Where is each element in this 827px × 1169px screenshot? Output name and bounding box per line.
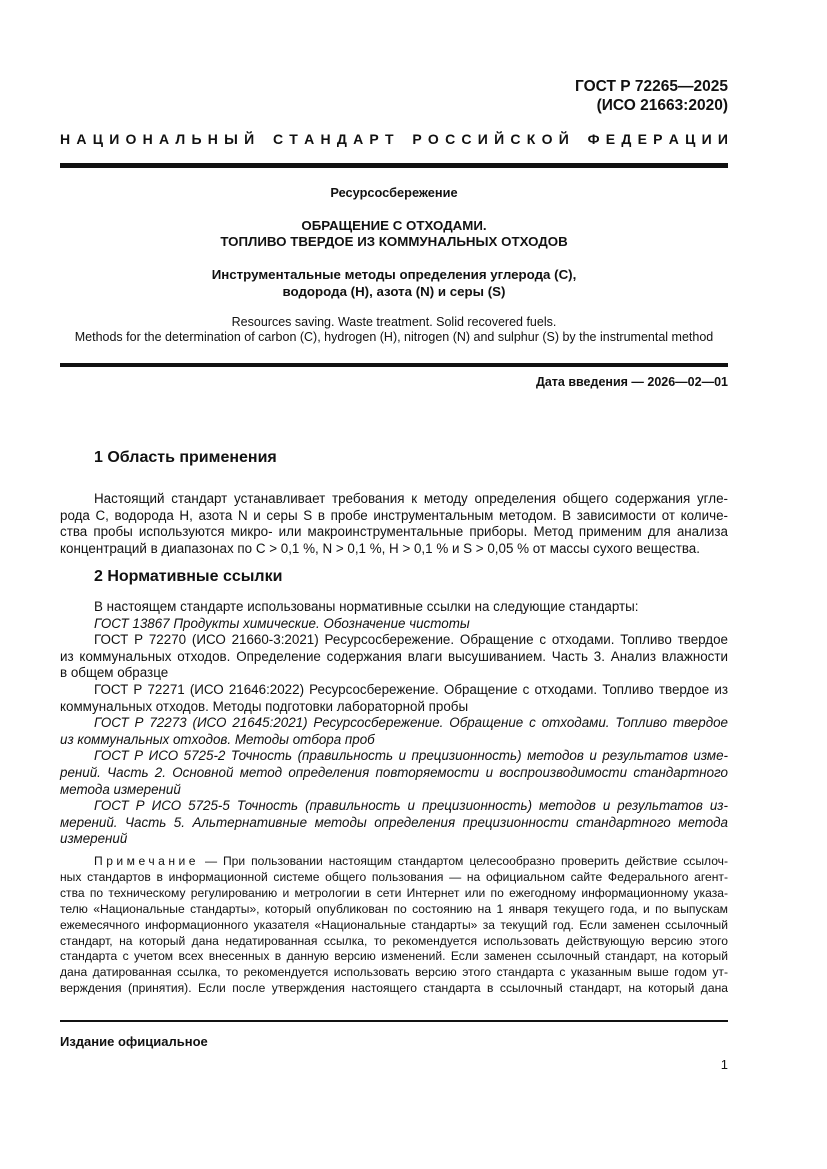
reference-item: ГОСТ Р ИСО 5725-5 Точность (правильность и прецизионность) методов и результатов из- bbox=[94, 798, 728, 814]
english-title-line-1: Resources saving. Waste treatment. Solid recovered fuels. bbox=[231, 315, 557, 329]
reference-item-cont: измерений bbox=[60, 831, 128, 847]
note-label: Примечание bbox=[94, 854, 199, 868]
note-line: ства по техническому регулированию и метрологии в сети Интернет или по ежегодному информационному указа- bbox=[60, 885, 728, 900]
references-intro: В настоящем стандарте использованы нормативные ссылки на следующие стандарты: bbox=[94, 599, 639, 614]
title-line-1: ОБРАЩЕНИЕ С ОТХОДАМИ. bbox=[301, 218, 487, 233]
reference-item-cont: мерений. Часть 5. Альтернативные методы определения прецизионности стандартного метода bbox=[60, 814, 728, 830]
note-line: ежемесячного информационного указателя «Национальные стандарты» за текущий год. Если заменен ссылочный bbox=[60, 917, 728, 932]
reference-item-cont: из коммунальных отходов. Методы отбора проб bbox=[60, 731, 375, 747]
reference-item-cont: рений. Часть 2. Основной метод определения повторяемости и воспроизводимости стандартного bbox=[60, 764, 728, 780]
reference-item-cont: в общем образце bbox=[60, 665, 169, 681]
iso-code: (ИСО 21663:2020) bbox=[596, 97, 728, 114]
note-line: стандарт, на который дана недатированная ссылка, то рекомендуется использовать действующую версию этого bbox=[60, 933, 728, 948]
reference-item-cont: метода измерений bbox=[60, 781, 181, 797]
reference-item: ГОСТ Р ИСО 5725-2 Точность (правильность и прецизионность) методов и результатов изме- bbox=[94, 748, 728, 764]
note-line: верждения (принятия). Если после утверждения настоящего стандарта в ссылочный стандарт, на который дана bbox=[60, 981, 728, 996]
section-1-body bbox=[60, 491, 728, 557]
middle-divider bbox=[60, 363, 728, 367]
section-1-heading: 1 Область применения bbox=[94, 449, 277, 466]
national-standard-banner: Н А Ц И О Н А Л Ь Н Ы Й С Т А Н Д А Р Т Р О С С И Й С К О Й Ф Е Д Е Р А Ц И И bbox=[60, 131, 728, 147]
intro-date: Дата введения — 2026—02—01 bbox=[535, 375, 728, 389]
reference-item: ГОСТ 13867 Продукты химические. Обозначение чистоты bbox=[94, 615, 470, 631]
english-title-line-2: Methods for the determination of carbon (C), hydrogen (H), nitrogen (N) and sulphur (S) by the instrumental method bbox=[74, 330, 714, 344]
footer-divider bbox=[60, 1020, 728, 1022]
title-line-2: ТОПЛИВО ТВЕРДОЕ ИЗ КОММУНАЛЬНЫХ ОТХОДОВ bbox=[220, 234, 568, 249]
note-line: стандарта с учетом всех внесенных в данную версию изменений. Если заменен ссылочный стандарт, на который bbox=[60, 949, 728, 964]
section-1-line: концентраций в диапазонах по С > 0,1 %, N > 0,1 %, Н > 0,1 % и S > 0,05 % от массы сухого вещества. bbox=[60, 540, 700, 556]
note-line: дана датированная ссылка, то рекомендуется использовать версию этого стандарта с указанным выше годом ут- bbox=[60, 965, 728, 980]
section-1-line: ства пробы используются микро- или макроинструментальные приборы. Метод применим для анализа bbox=[60, 524, 728, 540]
note-line: ных стандартов в информационной системе общего пользования — на официальном сайте Федерального агент- bbox=[60, 869, 728, 884]
section-1-line: Настоящий стандарт устанавливает требования к методу определения общего содержания угле- bbox=[94, 491, 728, 506]
section-2-heading: 2 Нормативные ссылки bbox=[94, 568, 283, 585]
subtitle-line-1: Инструментальные методы определения углерода (С), bbox=[211, 267, 577, 282]
standard-code: ГОСТ Р 72265—2025 bbox=[575, 78, 728, 95]
edition-label: Издание официальное bbox=[60, 1034, 208, 1049]
reference-item: ГОСТ Р 72273 (ИСО 21645:2021) Ресурсосбережение. Обращение с отходами. Топливо твердое bbox=[94, 715, 728, 731]
subject-area: Ресурсосбережение bbox=[330, 185, 458, 200]
subtitle-line-2: водорода (Н), азота (N) и серы (S) bbox=[282, 284, 506, 299]
note-line: телю «Национальные стандарты», который опубликован по состоянию на 1 января текущего года, и по выпускам bbox=[60, 901, 728, 916]
note-block bbox=[60, 854, 728, 997]
top-divider bbox=[60, 163, 728, 168]
references-list bbox=[60, 599, 728, 848]
note-line: — При пользовании настоящим стандартом целесообразно проверить действие ссылоч- bbox=[199, 854, 728, 868]
reference-item: ГОСТ Р 72270 (ИСО 21660-3:2021) Ресурсосбережение. Обращение с отходами. Топливо твердое bbox=[94, 632, 728, 648]
page-number: 1 bbox=[720, 1057, 728, 1072]
reference-item-cont: из коммунальных отходов. Определение содержания влаги высушиванием. Часть 3. Анализ влажности bbox=[60, 648, 728, 664]
reference-item-cont: коммунальных отходов. Методы подготовки лабораторной пробы bbox=[60, 698, 469, 714]
reference-item: ГОСТ Р 72271 (ИСО 21646:2022) Ресурсосбережение. Обращение с отходами. Топливо твердое из bbox=[94, 681, 728, 697]
section-1-line: рода С, водорода Н, азота N и серы S в пробе инструментальным методом. В зависимости от количе- bbox=[60, 507, 728, 523]
